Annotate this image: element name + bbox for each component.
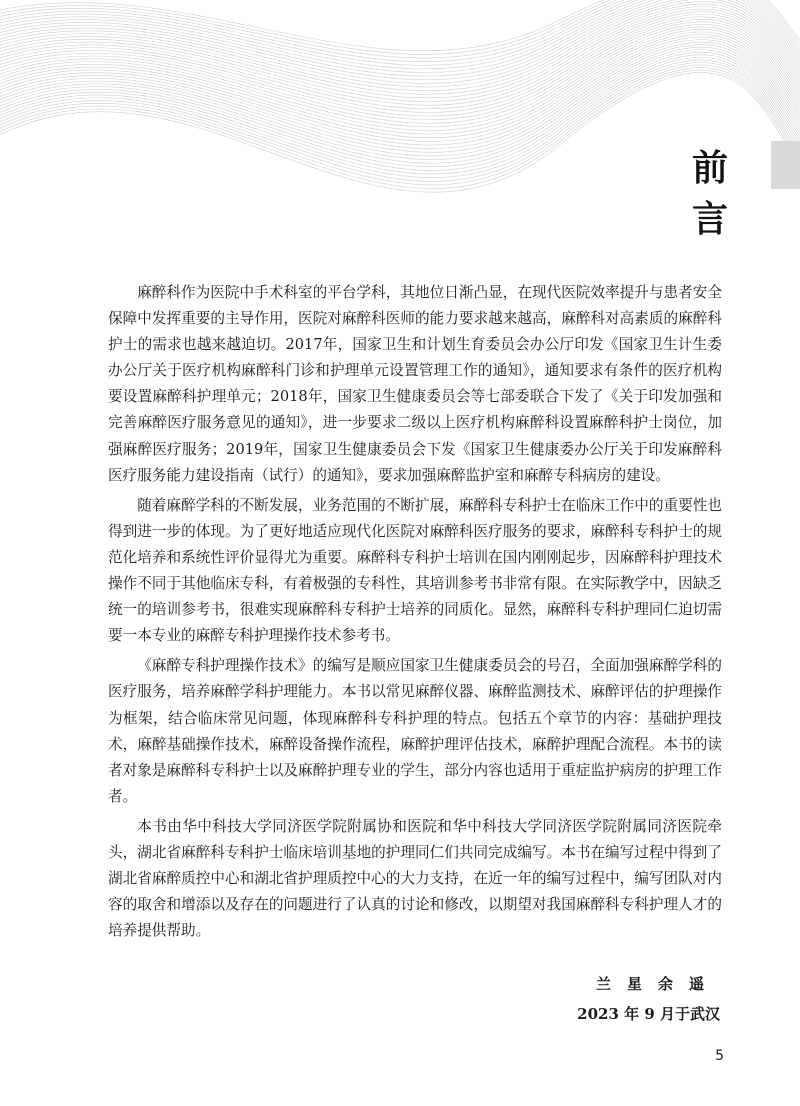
- wave-line: [0, 12, 800, 105]
- wave-line: [0, 4, 800, 94]
- signature-date: 2023 年 9 月于武汉: [577, 1005, 720, 1023]
- chapter-tab-marker: [771, 141, 800, 189]
- paragraph-3: 《麻醉专科护理操作技术》的编写是顺应国家卫生健康委员会的号召，全面加强麻醉学科的医疗服务，培养麻醉学科护理能力。本书以常见麻醉仪器、麻醉监测技术、麻醉评估的护理操作为框架，结合临床常见问题，体现麻醉科专科护理的特点。包括五个章节的内容：基础护理技术，麻醉基础操作技术，麻醉设备操作流程，麻醉护理评估技术，麻醉护理配合流程。本书的读者对象是麻醉科专科护士以及麻醉护理专业的学生，部分内容也适用于重症监护病房的护理工作者。: [108, 657, 722, 805]
- paragraph-4: 本书由华中科技大学同济医学院附属协和医院和华中科技大学同济医学院附属同济医院牵头，湖北省麻醉科专科护士临床培训基地的护理同仁们共同完成编写。本书在编写过程中得到了湖北省麻醉质控中心和湖北省护理质控中心的大力支持，在近一年的编写过程中，编写团队对内容的取舍和增添以及存在的问题进行了认真的讨论和修改，以期望对我国麻醉科专科护理人才的培养提供帮助。: [108, 817, 722, 940]
- author-names: 兰星余遥: [595, 975, 720, 993]
- paragraph-2: 随着麻醉学科的不断发展，业务范围的不断扩展，麻醉科专科护士在临床工作中的重要性也得到进一步的体现。为了更好地适应现代化医院对麻醉科医疗服务的要求，麻醉科专科护士的规范化培养和系统性评价显得尤为重要。麻醉科专科护士培训在国内刚刚起步，因麻醉科护理技术操作不同于其他临床专科，有着极强的专科性，其培训参考书非常有限。在实际教学中，因缺乏统一的培训参考书，很难实现麻醉科专科护士培养的同质化。显然，麻醉科专科护理同仁迫切需要一本专业的麻醉专科护理操作技术参考书。: [108, 496, 722, 645]
- page-title: 前 言: [691, 148, 750, 240]
- preface-body: [108, 280, 722, 948]
- wave-line: [0, 14, 800, 109]
- paragraph-1: 麻醉科作为医院中手术科室的平台学科，其地位日渐凸显，在现代医院效率提升与患者安全保障中发挥重要的主导作用，医院对麻醉科医师的能力要求越来越高，麻醉科对高素质的麻醉科护士的需求也越来越迫切。2017年，国家卫生和计划生育委员会办公厅印发《国家卫生计生委办公厅关于医疗机构麻醉科门诊和护理单元设置管理工作的通知》，通知要求有条件的医疗机构要设置麻醉科护理单元；2018年，国家卫生健康委员会等七部委联合下发了《关于印发加强和完善麻醉医疗服务意见的通知》，进一步要求二级以上医疗机构麻醉科设置麻醉科护士岗位，加强麻醉医疗服务；2019年，国家卫生健康委员会下发《国家卫生健康委办公厅关于印发麻醉科医疗服务能力建设指南（试行）的通知》，要求加强麻醉监护室和麻醉专科病房的建设。: [108, 284, 722, 484]
- page-number: 5: [715, 1048, 724, 1064]
- wave-line: [0, 0, 800, 73]
